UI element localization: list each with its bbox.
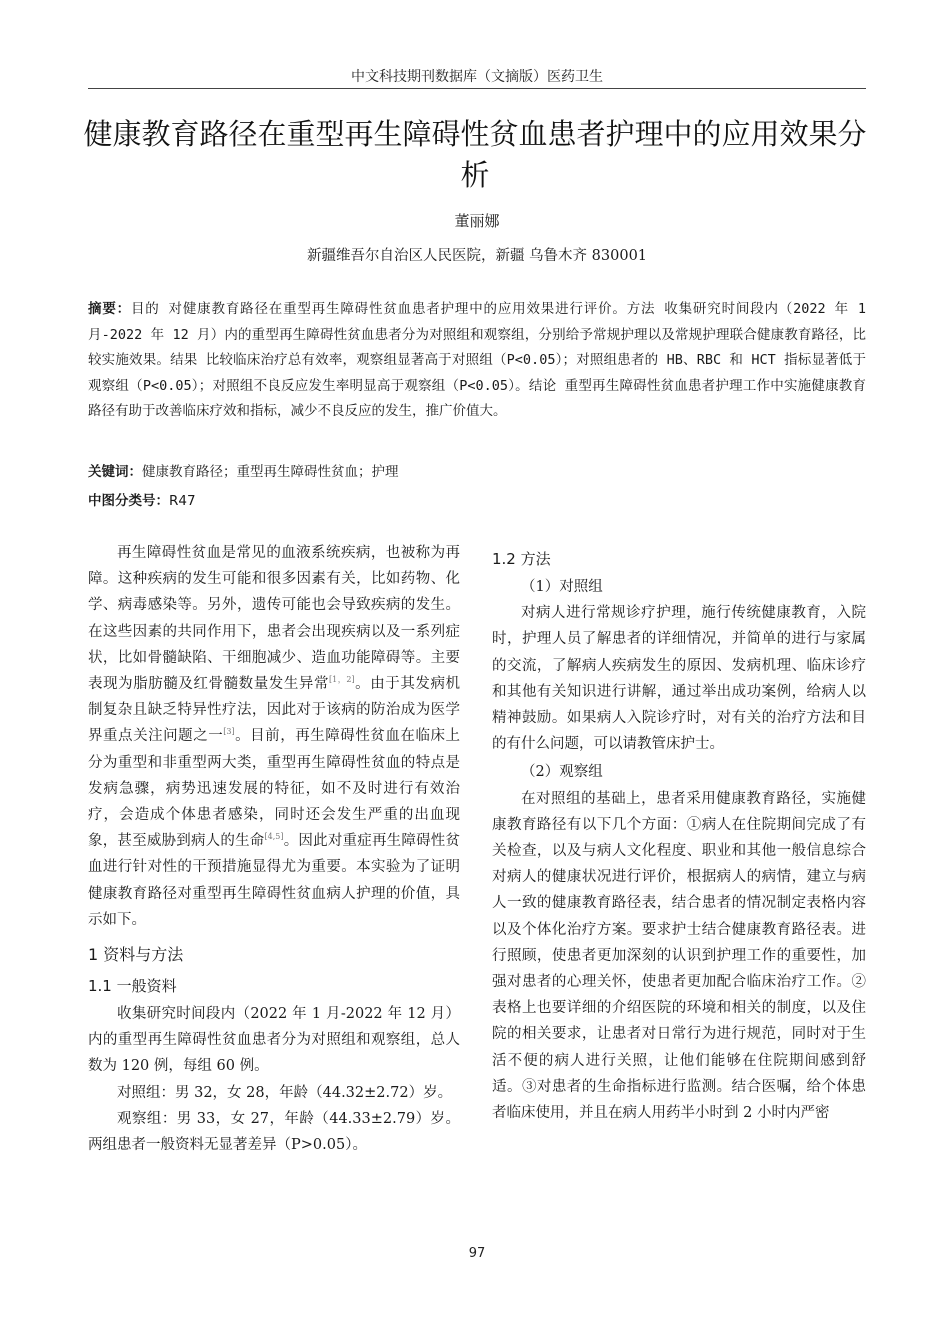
group-heading-control: （1）对照组 <box>521 579 603 595</box>
author: 董丽娜 <box>454 212 500 230</box>
intro-paragraph <box>88 540 460 933</box>
section-heading-1-1: 1.1 一般资料 <box>88 977 177 996</box>
intro-text-d: 。因此对重症再生障碍性贫血进行针对性的干预措施显得尤为重要。本实验为了证明健康教育路径对重型再生障碍性贫血病人护理的价值，具示如下。 <box>88 833 460 928</box>
general-data-paragraph: 收集研究时间段内（2022 年 1 月-2022 年 12 月）内的重型再生障碍性贫血患者分为对照组和观察组，总人数为 120 例，每组 60 例。 <box>88 1006 460 1075</box>
left-column <box>88 540 460 1158</box>
citation-4-5: [4,5] <box>264 832 284 842</box>
abstract-label: 摘要： <box>88 301 131 317</box>
observation-method-paragraph: 在对照组的基础上，患者采用健康教育路径，实施健康教育路径有以下几个方面：①病人在住院期间完成了有关检查，以及与病人文化程度、职业和其他一般信息综合对病人的健康状况进行评价，根据病人的病情，建立与病人一致的健康教育路径表，结合患者的情况制定表格内容以及个体化治疗方案。要求护士结合健康教育路径表。进行照顾，使患者更加深刻的认识到护理工作的重要性，加强对患者的心理关怀，使患者更加配合临床治疗工作。②表格上也要详细的介绍医院的环境和相关的制度，以及住院的相关要求，让患者对日常行为进行规范，同时对于生活不便的病人进行关照，让他们能够在住院期间感到舒适。③对患者的生命指标进行监测。结合医嘱，给个体患者临床使用，并且在病人用药半小时到 2 小时内严密 <box>492 790 866 1122</box>
affiliation: 新疆维吾尔自治区人民医院，新疆 乌鲁木齐 830001 <box>306 248 648 264</box>
keywords-label: 关键词： <box>88 464 142 480</box>
citation-1-2: [1，2] <box>329 675 355 685</box>
abstract <box>88 297 866 425</box>
citation-3: [3] <box>223 727 235 737</box>
intro-text-a: 再生障碍性贫血是常见的血液系统疾病，也被称为再障。这种疾病的发生可能和很多因素有关，比如药物、化学、病毒感染等。另外，遗传可能也会导致疾病的发生。在这些因素的共同作用下，患者会出现疾病以及一系列症状，比如骨髓缺陷、干细胞减少、造血功能障碍等。主要表现为脂肪髓及红骨髓数量发生异常 <box>88 545 460 693</box>
page-number: 97 <box>468 1246 486 1261</box>
control-method-paragraph: 对病人进行常规诊疗护理，施行传统健康教育，入院时，护理人员了解患者的详细情况，并简单的进行与家属的交流，了解病人疾病发生的原因、发病机理、临床诊疗和其他有关知识进行讲解，通过举出成功案例，给病人以精神鼓励。如果病人入院诊疗时，对有关的治疗方法和目的有什么问题，可以请教管床护士。 <box>492 605 866 753</box>
section-heading-1: 1 资料与方法 <box>88 945 184 965</box>
keywords <box>88 460 866 480</box>
right-column <box>492 544 866 1126</box>
header-rule <box>88 88 866 89</box>
group-heading-observation: （2）观察组 <box>521 764 603 781</box>
clc-label: 中图分类号： <box>88 493 169 509</box>
article-title: 健康教育路径在重型再生障碍性贫血患者护理中的应用效果分析 <box>83 117 867 192</box>
intro-text-b: 。由于其发病机制复杂且缺乏特异性疗法，因此对于该病的防治成为医学界重点关注问题之一 <box>88 676 461 745</box>
classification-number <box>88 489 866 509</box>
keywords-text: 健康教育路径；重型再生障碍性贫血；护理 <box>142 464 399 480</box>
intro-text-c: 。目前，再生障碍性贫血在临床上分为重型和非重型两大类，重型再生障碍性贫血的特点是发病急骤，病势迅速发展的特征，如不及时进行有效治疗，会造成个体患者感染，同时还会发生严重的出血现象，甚至威胁到病人的生命 <box>88 728 461 850</box>
control-group-paragraph: 对照组：男 32，女 28，年龄（44.32±2.72）岁。 <box>117 1084 453 1101</box>
section-heading-1-2: 1.2 方法 <box>492 550 551 568</box>
observation-group-paragraph: 观察组：男 33，女 27，年龄（44.33±2.79）岁。两组患者一般资料无显著差异（P>0.05）。 <box>88 1110 460 1154</box>
clc-text: R47 <box>169 493 196 509</box>
running-head: 中文科技期刊数据库（文摘版）医药卫生 <box>351 69 603 85</box>
abstract-text: 目的 对健康教育路径在重型再生障碍性贫血患者护理中的应用效果进行评价。方法 收集研究时间段内（2022 年 1 月-2022 年 12 月）内的重型再生障碍性贫血患者分为对照组和观察组，分别给予常规护理以及常规护理联合健康教育路径，比较实施效果。结果 比较临床治疗总有效率，观察组显著高于对照组（P<0.05）；对照组患者的 HB、RBC 和 HCT 指标显著低于观察组（P<0.05）；对照组不良反应发生率明显高于观察组（P<0.05）。结论 重型再生障碍性贫血患者护理工作中实施健康教育路径有助于改善临床疗效和指标，减少不良反应的发生，推广价值大。 <box>88 301 867 419</box>
